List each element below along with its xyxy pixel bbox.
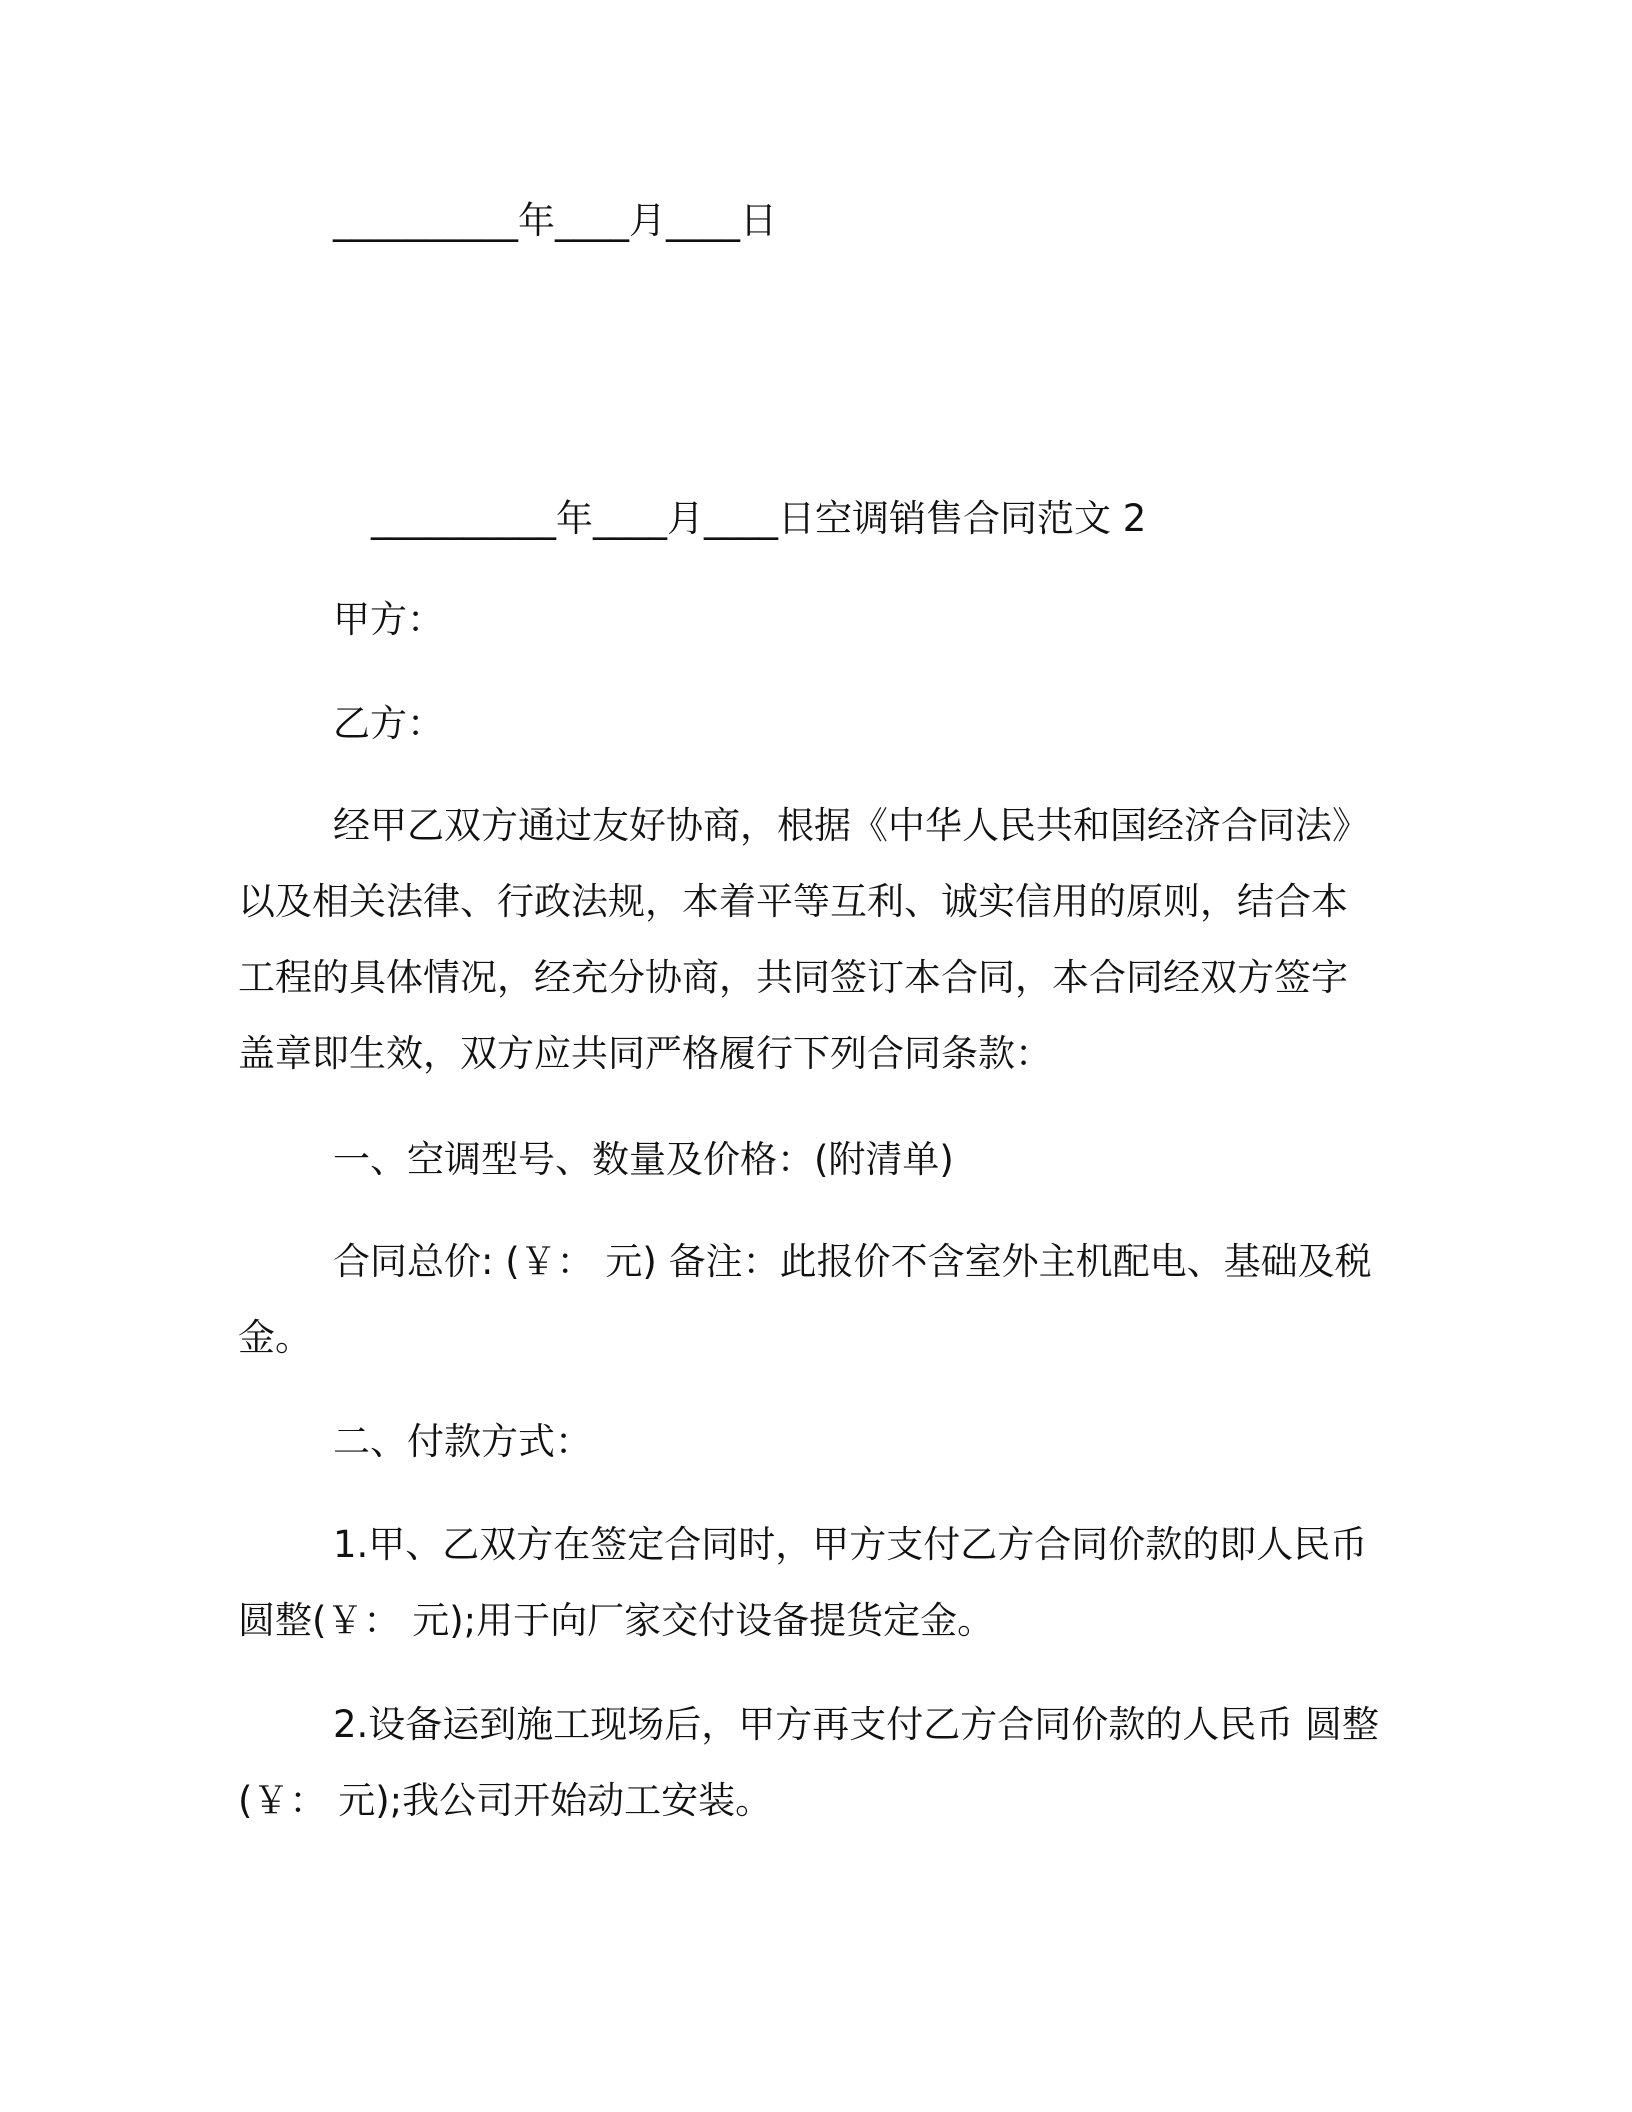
total-price-line: 金。 [238,1316,312,1359]
total-price-line: 合同总价: (￥： 元) 备注：此报价不含室外主机配电、基础及税 [333,1240,1372,1283]
date-line-top: __________年____月____日 [333,199,777,242]
party-b-label: 乙方： [333,702,444,745]
section-1-title: 一、空调型号、数量及价格：(附清单) [333,1138,954,1181]
preamble-line: 以及相关法律、行政法规，本着平等互利、诚实信用的原则，结合本 [238,880,1348,923]
preamble-line: 盖章即生效，双方应共同严格履行下列合同条款： [238,1032,1052,1075]
preamble-line: 经甲乙双方通过友好协商，根据《中华人民共和国经济合同法》 [333,804,1369,847]
party-a-label: 甲方： [333,598,444,641]
payment-1-line: 圆整(￥： 元);用于向厂家交付设备提货定金。 [238,1599,995,1642]
payment-2-line: (￥： 元);我公司开始动工安装。 [238,1779,773,1822]
payment-2-line: 2.设备运到施工现场后，甲方再支付乙方合同价款的人民币 圆整 [333,1703,1380,1746]
section-2-title: 二、付款方式： [333,1420,592,1463]
document-heading: __________年____月____日空调销售合同范文 2 [371,497,1147,540]
payment-1-line: 1.甲、乙双方在签定合同时，甲方支付乙方合同价款的即人民币 [333,1523,1368,1566]
preamble-line: 工程的具体情况，经充分协商，共同签订本合同，本合同经双方签字 [238,956,1348,999]
